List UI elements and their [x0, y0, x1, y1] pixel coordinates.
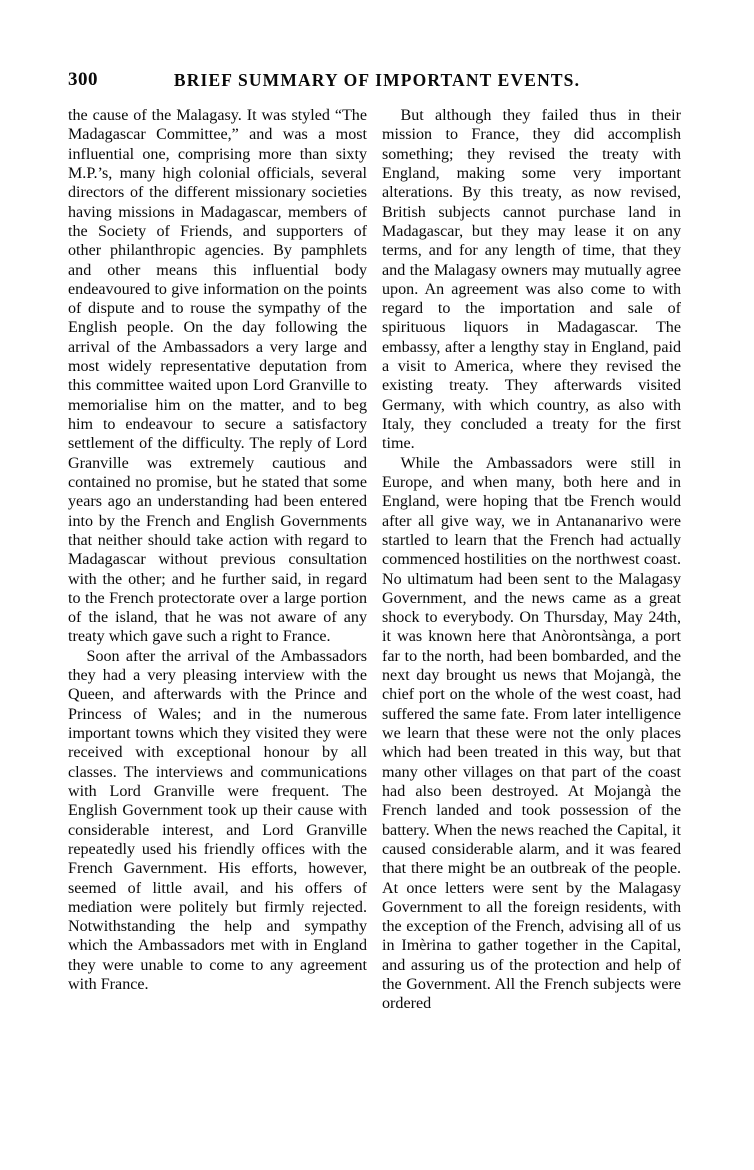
text-body: [68, 106, 686, 1126]
page-number: 300: [68, 69, 98, 90]
running-head-title: BRIEF SUMMARY OF IMPORTANT EVENTS.: [173, 70, 581, 90]
paragraph: While the Ambassadors were still in Europe, and when many, both here and in England, were hoping that tbe French would after all give way, we in Antananarivo were startled to learn that the French had actually commenced hostilities on the northwest coast. No ultimatum had been sent to the Malagasy Government, and the news came as a great shock to everybody. On Thursday, May 24th, it was known here that Anòrontsànga, a port far to the north, had been bombarded, and the next day brought us news that Mojangà, the chief port on the whole of the west coast, had suffered the same fate. From later intelligence we learn that these were not the only places which had been treated in this way, but that many other villages on that part of the coast had also been destroyed. At Mojangà the French landed and took possession of the battery. When the news reached the Capital, it caused considerable alarm, and it was feared that there might be an outbreak of the people. At once letters were sent by the Malagasy Government to all the foreign residents, with the exception of the French, advising all of us in Imèrina to gather together in the Capital, and assuring us of the protection and help of the Government. All the French subjects were ordered: [382, 454, 681, 1013]
column-left: [68, 106, 367, 1126]
paragraph: But although they failed thus in their mission to France, they did accomplish something; they revised the treaty with England, making some very important alterations. By this treaty, as now revised, British subjects cannot purchase land in Madagascar, but they may lease it on any terms, and for any length of time, that they and the Malagasy owners may mutually agree upon. An agreement was also come to with regard to the importation and sale of spirituous liquors in Madagascar. The embassy, after a lengthy stay in England, paid a visit to America, where they revised the existing treaty. They afterwards visited Germany, with which country, as also with Italy, they concluded a treaty for the first time.: [382, 107, 681, 453]
running-head: [68, 68, 686, 94]
column-right: [382, 106, 681, 1126]
paragraph: Soon after the arrival of the Ambassadors they had a very pleasing interview with the Queen, and afterwards with the Prince and Princess of Wales; and in the numerous important towns which they visited they were received with exceptional honour by all classes. The interviews and communications with Lord Granville were frequent. The English Government took up their cause with considerable interest, and Lord Granville repeatedly used his friendly offices with the French Gavernment. His efforts, however, seemed of little avail, and his offers of mediation were politely but firmly rejected. Notwithstanding the help and sympathy which the Ambassadors met with in England they were unable to come to any agreement with France.: [68, 647, 367, 994]
paragraph: the cause of the Malagasy. It was styled “The Madagascar Committee,” and was a most influential one, comprising more than sixty M.P.’s, many high colonial officials, several directors of the different missionary societies having missions in Madagascar, members of the Society of Friends, and supporters of other philanthropic agencies. By pamphlets and other means this influential body endeavoured to give information on the points of dispute and to rouse the sympathy of the English people. On the day following the arrival of the Ambassadors a very large and most widely representative deputation from this committee waited upon Lord Granville to memorialise him on the matter, and to beg him to endeavour to secure a satisfactory settlement of the difficulty. The reply of Lord Granville was extremely cautious and contained no promise, but he stated that some years ago an understanding had been entered into by the French and English Governments that neither should take action with regard to Madagascar without previous consultation with the other; and he further said, in regard to the French protectorate over a large portion of the island, that he was not aware of any treaty which gave such a right to France.: [68, 107, 367, 646]
